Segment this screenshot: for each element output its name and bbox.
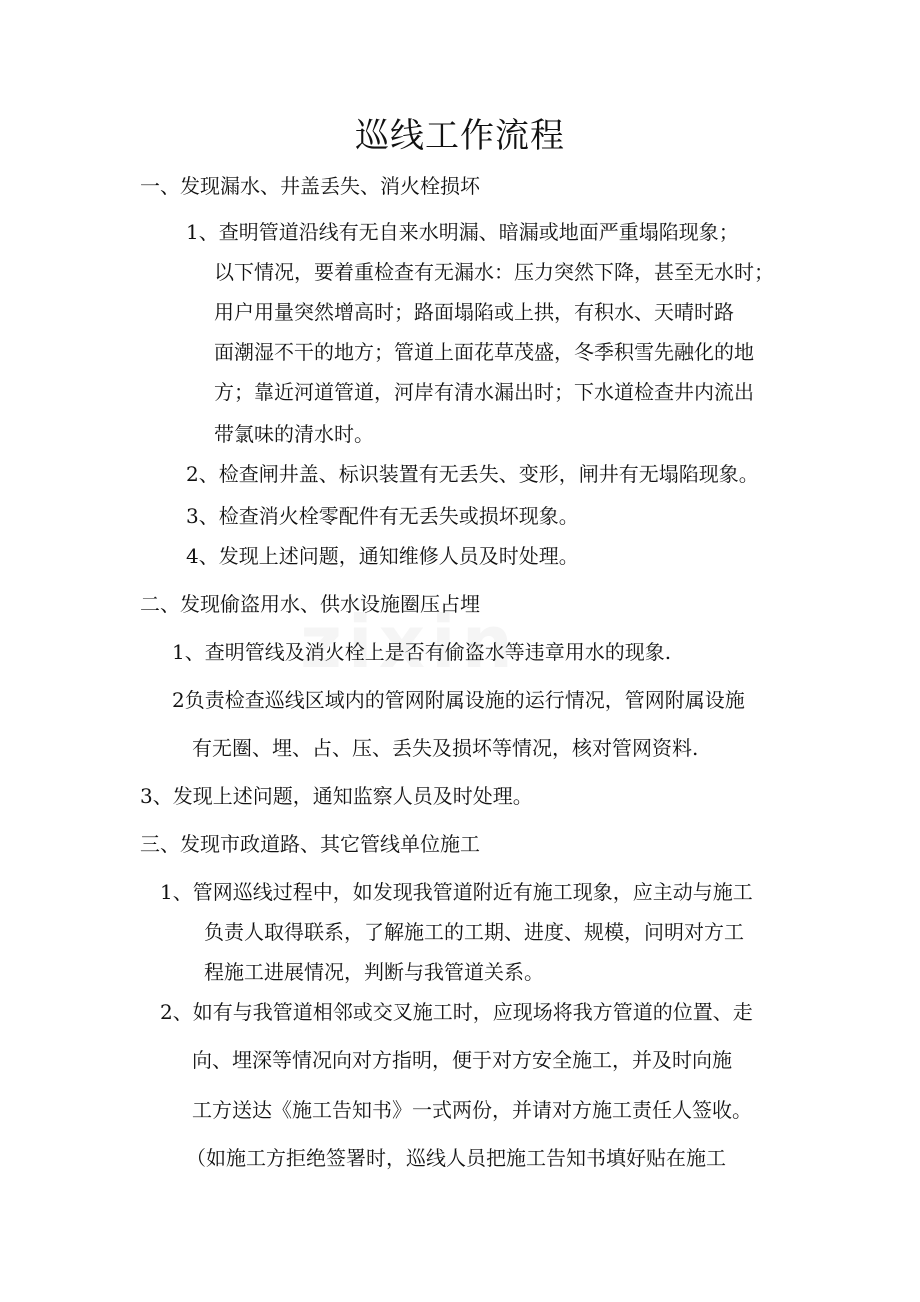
section-heading-2: 二、发现偷盗用水、供水设施圈压占埋 [140,592,480,616]
paragraph-line: 方；靠近河道管道，河岸有清水漏出时；下水道检查井内流出 [214,380,754,404]
paragraph-line: 程施工进展情况，判断与我管道关系。 [204,960,544,984]
paragraph-line: 负责人取得联系，了解施工的工期、进度、规模，问明对方工 [204,920,744,944]
paragraph-line: （如施工方拒绝签署时，巡线人员把施工告知书填好贴在施工 [186,1146,726,1170]
paragraph-line: 2、如有与我管道相邻或交叉施工时，应现场将我方管道的位置、走 [160,1000,753,1024]
paragraph-line: 1、管网巡线过程中，如发现我管道附近有施工现象，应主动与施工 [160,880,753,904]
paragraph-line: 向、埋深等情况向对方指明，便于对方安全施工，并及时向施 [192,1048,732,1072]
document-title: 巡线工作流程 [355,116,565,156]
paragraph-line: 有无圈、埋、占、压、丢失及损坏等情况，核对管网资料. [192,736,699,760]
paragraph-line: 以下情况，要着重检查有无漏水：压力突然下降，甚至无水时； [214,260,774,284]
paragraph-line: 1、查明管道沿线有无自来水明漏、暗漏或地面严重塌陷现象； [186,220,739,244]
paragraph-line: 3、检查消火栓零配件有无丢失或损坏现象。 [186,504,579,528]
section-heading-1: 一、发现漏水、井盖丢失、消火栓损坏 [140,174,480,198]
paragraph-line: 带氯味的清水时。 [214,422,374,446]
paragraph-line: 用户用量突然增高时；路面塌陷或上拱，有积水、天晴时路 [214,300,734,324]
paragraph-line: 2负责检查巡线区域内的管网附属设施的运行情况，管网附属设施 [172,688,745,712]
paragraph-line: 3、发现上述问题，通知监察人员及时处理。 [140,784,533,808]
paragraph-line: 2、检查闸井盖、标识装置有无丢失、变形，闸井有无塌陷现象。 [186,462,759,486]
section-heading-3: 三、发现市政道路、其它管线单位施工 [140,832,480,856]
paragraph-line: 面潮湿不干的地方；管道上面花草茂盛，冬季积雪先融化的地 [214,340,754,364]
paragraph-line: 4、发现上述问题，通知维修人员及时处理。 [186,544,579,568]
paragraph-line: 1、查明管线及消火栓上是否有偷盗水等违章用水的现象. [172,640,672,664]
paragraph-line: 工方送达《施工告知书》一式两份，并请对方施工责任人签收。 [192,1098,752,1122]
